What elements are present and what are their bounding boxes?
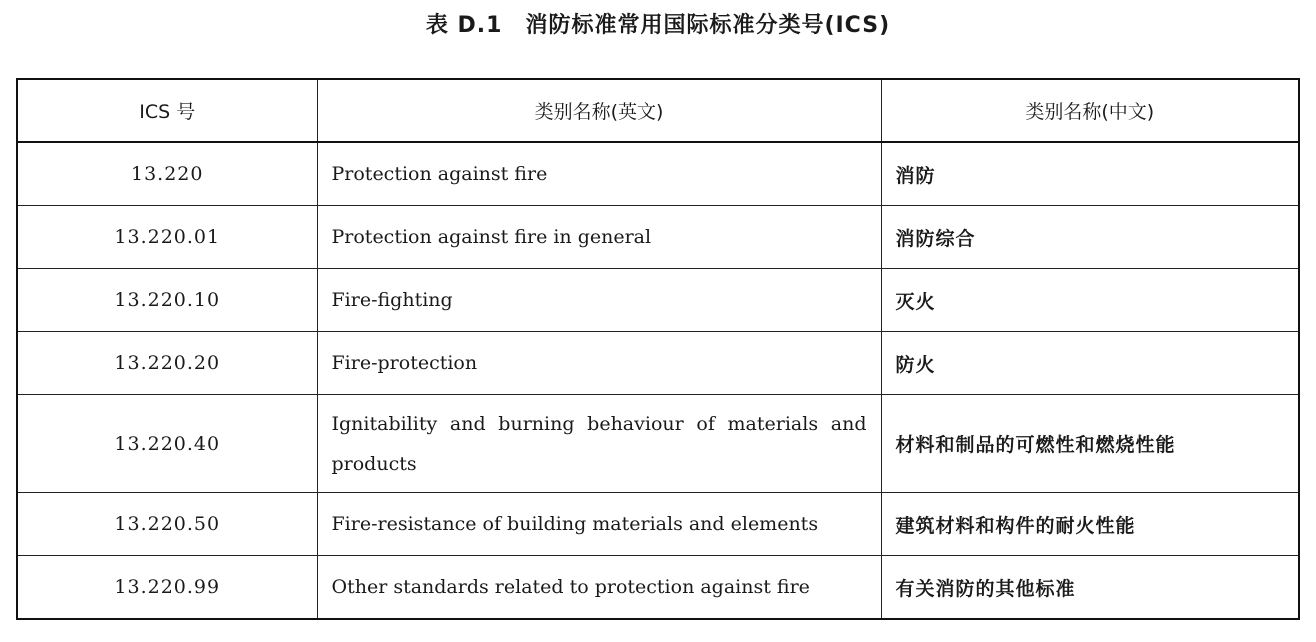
- ics-table: [16, 78, 1300, 620]
- ics-code-cell: 13.220.99: [17, 556, 317, 620]
- ics-code-cell: 13.220: [17, 142, 317, 206]
- table-row: [17, 556, 1299, 620]
- header-name-chinese: 类别名称(中文): [881, 79, 1299, 142]
- table-row: [17, 493, 1299, 556]
- chinese-name-cell: 灭火: [881, 269, 1299, 332]
- ics-code-cell: 13.220.40: [17, 395, 317, 493]
- table-row: [17, 395, 1299, 493]
- table-caption: 表 D.1 消防标准常用国际标准分类号(ICS): [425, 13, 891, 38]
- english-name-cell: Protection against fire: [317, 142, 881, 206]
- english-name-cell: Fire-protection: [317, 332, 881, 395]
- ics-code-cell: 13.220.01: [17, 206, 317, 269]
- english-name-cell: Other standards related to protection against fire: [317, 556, 881, 620]
- table-header-row: [17, 79, 1299, 142]
- chinese-name-cell: 材料和制品的可燃性和燃烧性能: [881, 395, 1299, 493]
- ics-code-cell: 13.220.50: [17, 493, 317, 556]
- table-row: [17, 142, 1299, 206]
- chinese-name-cell: 建筑材料和构件的耐火性能: [881, 493, 1299, 556]
- table-row: [17, 206, 1299, 269]
- ics-code-cell: 13.220.10: [17, 269, 317, 332]
- table-row: [17, 269, 1299, 332]
- english-name-cell: Fire-fighting: [317, 269, 881, 332]
- chinese-name-cell: 消防综合: [881, 206, 1299, 269]
- chinese-name-cell: 有关消防的其他标准: [881, 556, 1299, 620]
- english-name-cell: Fire-resistance of building materials and elements: [317, 493, 881, 556]
- chinese-name-cell: 防火: [881, 332, 1299, 395]
- table-row: [17, 332, 1299, 395]
- header-ics-code: ICS 号: [17, 79, 317, 142]
- chinese-name-cell: 消防: [881, 142, 1299, 206]
- header-name-english: 类别名称(英文): [317, 79, 881, 142]
- ics-code-cell: 13.220.20: [17, 332, 317, 395]
- english-name-cell: Protection against fire in general: [317, 206, 881, 269]
- english-name-cell: Ignitability and burning behaviour of materials and products: [317, 395, 881, 493]
